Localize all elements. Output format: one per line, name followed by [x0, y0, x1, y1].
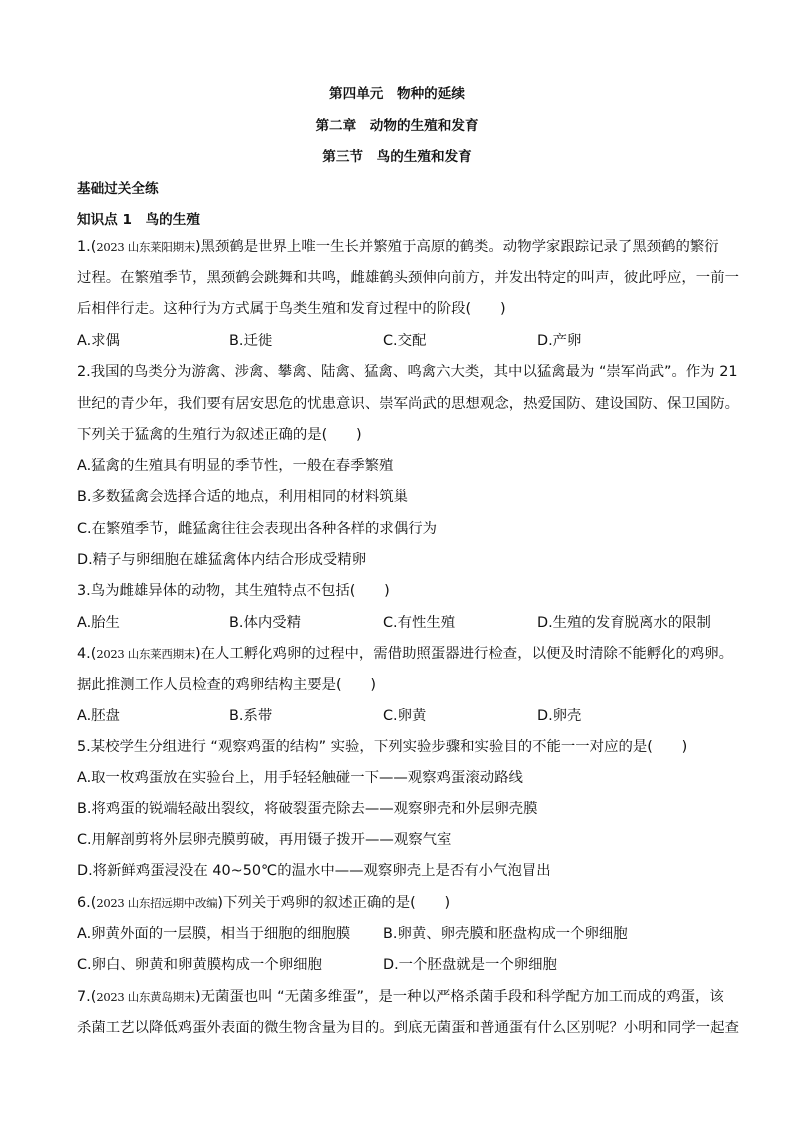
- question-4-line-1: 4.(2023 山东莱西期末)在人工孵化鸡卵的过程中，需借助照蛋器进行检查，以便及时清除不能孵化的鸡卵。: [77, 646, 734, 662]
- question-2-option-c: C.在繁殖季节，雌猛禽往往会表现出各种各样的求偶行为: [77, 521, 437, 537]
- question-5-line-1: 5.某校学生分组进行 “观察鸡蛋的结构” 实验，下列实验步骤和实验目的不能一一对应的是( ): [77, 739, 688, 755]
- question-1-line-1: 1.(2023 山东莱阳期末)黑颈鹤是世界上唯一生长并繁殖于高原的鹤类。动物学家跟踪记录了黑颈鹤的繁衍: [77, 239, 719, 255]
- question-3-line-1: 3.鸟为雌雄异体的动物，其生殖特点不包括( ): [77, 583, 390, 599]
- question-1-option-d: D.产卵: [537, 333, 582, 349]
- question-7-source: 2023 山东黄岛期末: [96, 990, 195, 1004]
- question-1-source: 2023 山东莱阳期末: [96, 240, 195, 254]
- question-2-option-b: B.多数猛禽会选择合适的地点，利用相同的材料筑巢: [77, 489, 409, 505]
- question-7-line-1: 7.(2023 山东黄岛期末)无菌蛋也叫 “无菌多维蛋”，是一种以严格杀菌手段和科学配方加工而成的鸡蛋，该: [77, 989, 724, 1005]
- question-6-option-d: D.一个胚盘就是一个卵细胞: [383, 957, 557, 973]
- knowledge-point-heading: 知识点 1 鸟的生殖: [77, 212, 200, 228]
- question-3-option-d: D.生殖的发育脱离水的限制: [537, 615, 711, 631]
- question-1-line-3: 后相伴行走。这种行为方式属于鸟类生殖和发育过程中的阶段( ): [77, 301, 506, 317]
- question-2-line-1: 2.我国的鸟类分为游禽、涉禽、攀禽、陆禽、猛禽、鸣禽六大类，其中以猛禽最为 “崇军尚武”。作为 21: [77, 364, 738, 380]
- question-2-line-3: 下列关于猛禽的生殖行为叙述正确的是( ): [77, 427, 362, 443]
- question-4-option-b: B.系带: [229, 708, 273, 724]
- question-6-option-b: B.卵黄、卵壳膜和胚盘构成一个卵细胞: [383, 926, 628, 942]
- question-1-option-b: B.迁徙: [229, 333, 273, 349]
- unit-title: 第四单元 物种的延续: [329, 86, 465, 102]
- question-5-option-c: C.用解剖剪将外层卵壳膜剪破，再用镊子拨开——观察气室: [77, 832, 452, 848]
- question-5-option-d: D.将新鲜鸡蛋浸没在 40~50℃的温水中——观察卵壳上是否有小气泡冒出: [77, 863, 551, 879]
- question-4-line-2: 据此推测工作人员检查的鸡卵结构主要是( ): [77, 677, 377, 693]
- question-1-line-2: 过程。在繁殖季节，黑颈鹤会跳舞和共鸣，雌雄鹤头颈伸向前方，并发出特定的叫声，彼此呼应，一前一: [77, 270, 739, 286]
- question-3-option-a: A.胎生: [77, 615, 120, 631]
- chapter-title: 第二章 动物的生殖和发育: [315, 118, 479, 134]
- question-1-option-a: A.求偶: [77, 333, 120, 349]
- question-2-line-2: 世纪的青少年，我们要有居安思危的忧患意识、崇军尚武的思想观念，热爱国防、建设国防、保卫国防。: [77, 396, 739, 412]
- question-5-option-b: B.将鸡蛋的锐端轻敲出裂纹，将破裂蛋壳除去——观察卵壳和外层卵壳膜: [77, 801, 538, 817]
- question-3-option-b: B.体内受精: [229, 615, 302, 631]
- section-title: 第三节 鸟的生殖和发育: [322, 149, 472, 165]
- question-5-option-a: A.取一枚鸡蛋放在实验台上，用手轻轻触碰一下——观察鸡蛋滚动路线: [77, 770, 523, 786]
- question-3-option-c: C.有性生殖: [383, 615, 456, 631]
- question-6-source: 2023 山东招远期中改编: [96, 896, 218, 910]
- question-6-option-c: C.卵白、卵黄和卵黄膜构成一个卵细胞: [77, 957, 322, 973]
- question-1-option-c: C.交配: [383, 333, 427, 349]
- question-2-option-d: D.精子与卵细胞在雄猛禽体内结合形成受精卵: [77, 552, 367, 568]
- question-6-line-1: 6.(2023 山东招远期中改编)下列关于鸡卵的叙述正确的是( ): [77, 895, 451, 911]
- question-4-option-d: D.卵壳: [537, 708, 582, 724]
- question-7-line-2: 杀菌工艺以降低鸡蛋外表面的微生物含量为目的。到底无菌蛋和普通蛋有什么区别呢？小明和同学一起查: [77, 1020, 739, 1036]
- question-4-option-c: C.卵黄: [383, 708, 427, 724]
- practice-heading: 基础过关全练: [77, 181, 159, 197]
- question-6-option-a: A.卵黄外面的一层膜，相当于细胞的细胞膜: [77, 926, 351, 942]
- question-2-option-a: A.猛禽的生殖具有明显的季节性，一般在春季繁殖: [77, 458, 394, 474]
- question-4-option-a: A.胚盘: [77, 708, 120, 724]
- question-4-source: 2023 山东莱西期末: [96, 647, 195, 661]
